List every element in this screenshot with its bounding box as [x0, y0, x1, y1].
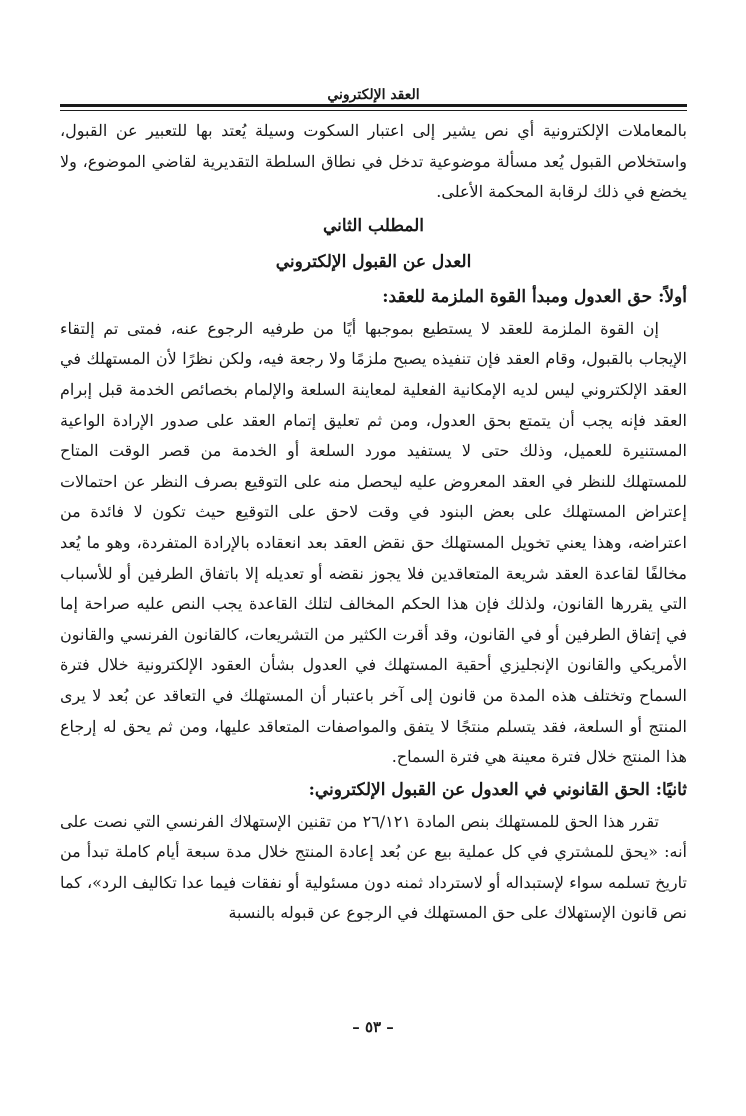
- section-title: العدل عن القبول الإلكتروني: [275, 251, 472, 272]
- page-body: [60, 116, 687, 929]
- second-heading: ثانيًا: الحق القانوني في العدول عن القبول الإلكتروني:: [308, 779, 687, 800]
- second-paragraph: تقرر هذا الحق للمستهلك بنص المادة ٢٦/١٢١ من تقنين الإستهلاك الفرنسي التي نصت على أنه: «يحق للمشتري في كل عملية بيع عن بُعد إعادة المنتج خلال مدة سبعة أيام كاملة تبدأ من تاريخ تسلمه سواء لإستبداله أو لاسترداد ثمنه دون مسئولية أو نفقات فيما عدا تكاليف الرد»، كما نص قانون الإستهلاك على حق المستهلك في الرجوع عن قبوله بالنسبة: [60, 811, 687, 923]
- section-subtitle: المطلب الثاني: [322, 215, 425, 236]
- intro-paragraph: بالمعاملات الإلكترونية أي نص يشير إلى اعتبار السكوت وسيلة يُعتد بها للتعبير عن القبول، واستخلاص القبول يُعد مسألة موضوعية تدخل في نطاق السلطة التقديرية لقاضي الموضوع، ولا يخضع في ذلك لرقابة المحكمة الأعلى.: [60, 121, 687, 202]
- header-rule-thin: [60, 110, 687, 111]
- first-paragraph: إن القوة الملزمة للعقد لا يستطيع بموجبها أيًا من طرفيه الرجوع عنه، فمتى تم إلتقاء الإيجاب بالقبول، وقام العقد فإن تنفيذه يصبح ملزمًا ولا رجعة فيه، ولكن نظرًا لأن المستهلك في العقد الإلكتروني ليس لديه الإمكانية الفعلية لمعاينة السلعة والإلمام بخصائص الخدمة قبل إبرام العقد فإنه يجب أن يتمتع بحق العدول، ومن ثم تعليق إتمام العقد على صدور الإرادة الواعية المستنيرة للعميل، وذلك حتى لا يستفيد مورد السلعة أو الخدمة من قصر الوقت المتاح للمستهلك للنظر في العقد المعروض عليه ليحصل منه على التوقيع بصرف النظر عن احتمالات إعتراض المستهلك على بعض البنود في وقت لاحق على التوقيع حيث تكون لا فائدة من اعتراضه، وهذا يعني تخويل المستهلك حق نقض العقد بعد انعقاده بالإرادة المتفردة، وهو ما يُعد مخالفًا لقاعدة العقد شريعة المتعاقدين فلا يجوز نقضه أو تعديله إلا باتفاق الطرفين أو للأسباب التي يقررها القانون، ولذلك فإن هذا الحكم المخالف لتلك القاعدة يجب النص عليه صراحة إما في إتفاق الطرفين أو في القانون، وقد أقرت الكثير من التشريعات، كالقانون الفرنسي والقانون الأمريكي والقانون الإنجليزي أحقية المستهلك في العدول بشأن العقود الإلكترونية خلال فترة السماح وتختلف هذه المدة من قانون إلى آخر باعتبار أن المستهلك في التعاقد عن بُعد لا يرى المنتج أو السلعة، فقد يتسلم منتجًا لا يتفق والمواصفات المتعاقد عليها، ومن ثم يحق له إرجاع هذا المنتج خلال فترة معينة هي فترة السماح.: [60, 318, 688, 767]
- running-header-title: العقد الإلكتروني: [327, 87, 420, 103]
- header-rule-thick: [60, 104, 687, 107]
- page-number: – ٥٣ –: [352, 1018, 394, 1036]
- first-heading: أولاً: حق العدول ومبدأ القوة الملزمة للعقد:: [382, 286, 687, 307]
